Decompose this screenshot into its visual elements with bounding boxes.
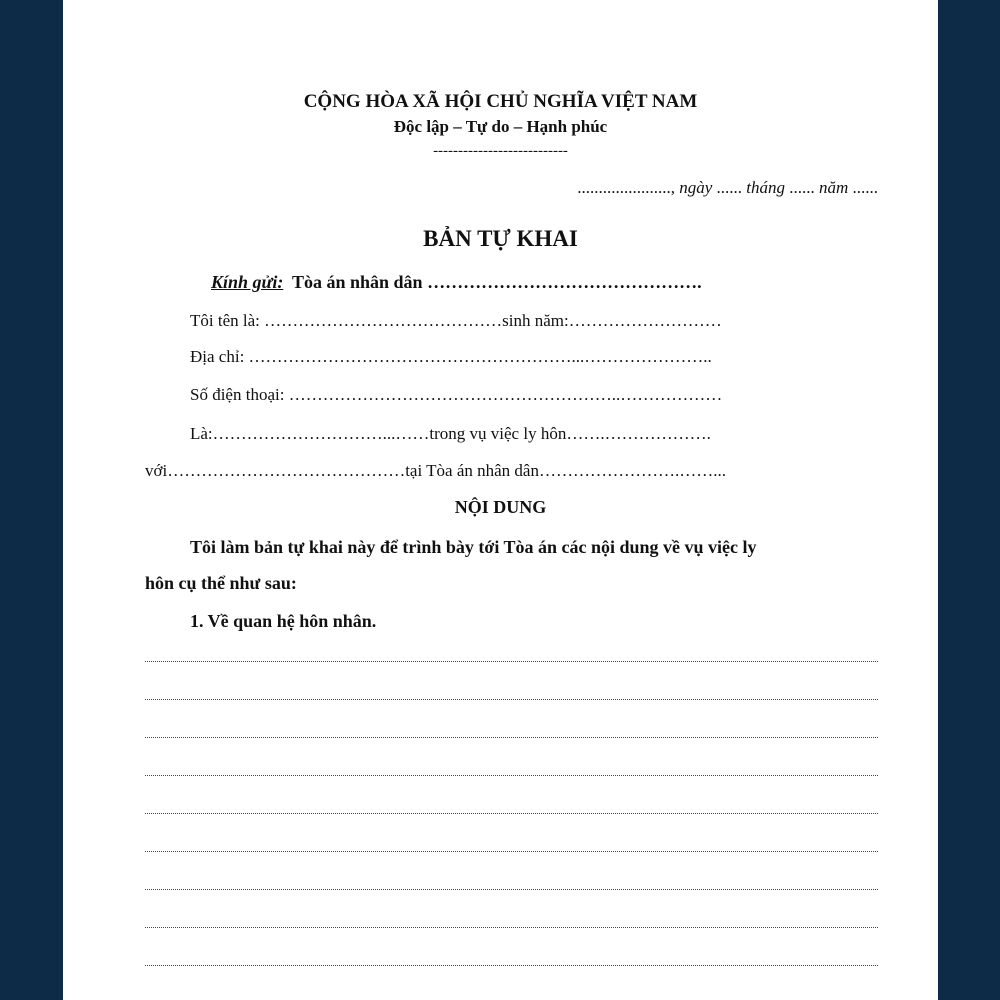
date-place-blank: ...................... [577,178,671,197]
motto-underline: --------------------------- [433,143,568,159]
document-title: BẢN TỰ KHAI [423,226,578,251]
blank-writing-line [145,775,878,776]
intro-paragraph-line-1: Tôi làm bản tự khai này để trình bày tới Tòa án các nội dung về vụ việc ly [190,537,757,557]
role-field: Là:…………………………...……trong vụ việc ly hôn…….………………. [190,424,711,443]
date-day-blank: ...... [716,178,742,197]
national-motto: Độc lập – Tự do – Hạnh phúc [393,117,608,136]
date-year-label: năm [818,178,849,197]
date-line: ......................, ngày ...... tháng ...... năm ...... [577,178,878,197]
section-heading: NỘI DUNG [454,497,547,517]
blank-writing-line [145,851,878,852]
national-title: CỘNG HÒA XÃ HỘI CHỦ NGHĨA VIỆT NAM [303,91,698,112]
blank-writing-line [145,813,878,814]
blank-writing-line [145,965,878,966]
date-year-blank: ...... [852,178,878,197]
date-day-label: ngày [679,178,713,197]
addressee-value: Tòa án nhân dân ………………………………………. [292,272,702,292]
date-month-label: tháng [746,178,785,197]
phone-field: Số điện thoại: …………………………………………………..……………… [190,385,723,404]
date-month-blank: ...... [789,178,815,197]
blank-writing-line [145,889,878,890]
intro-paragraph-line-2: hôn cụ thể như sau: [145,573,297,593]
with-field: với……………………………………tại Tòa án nhân dân…………………….……... [145,461,726,480]
item-marriage-relationship: 1. Về quan hệ hôn nhân. [190,611,377,631]
addressee-line [211,272,702,293]
blank-writing-line [145,699,878,700]
address-field: Địa chỉ: …………………………………………………...………………….. [190,347,712,366]
blank-writing-line [145,927,878,928]
blank-writing-line [145,661,878,662]
name-field: Tôi tên là: ……………………………………sinh năm:……………………… [190,311,722,330]
blank-writing-line [145,737,878,738]
document-page [63,0,938,1000]
addressee-label: Kính gửi: [211,272,284,292]
